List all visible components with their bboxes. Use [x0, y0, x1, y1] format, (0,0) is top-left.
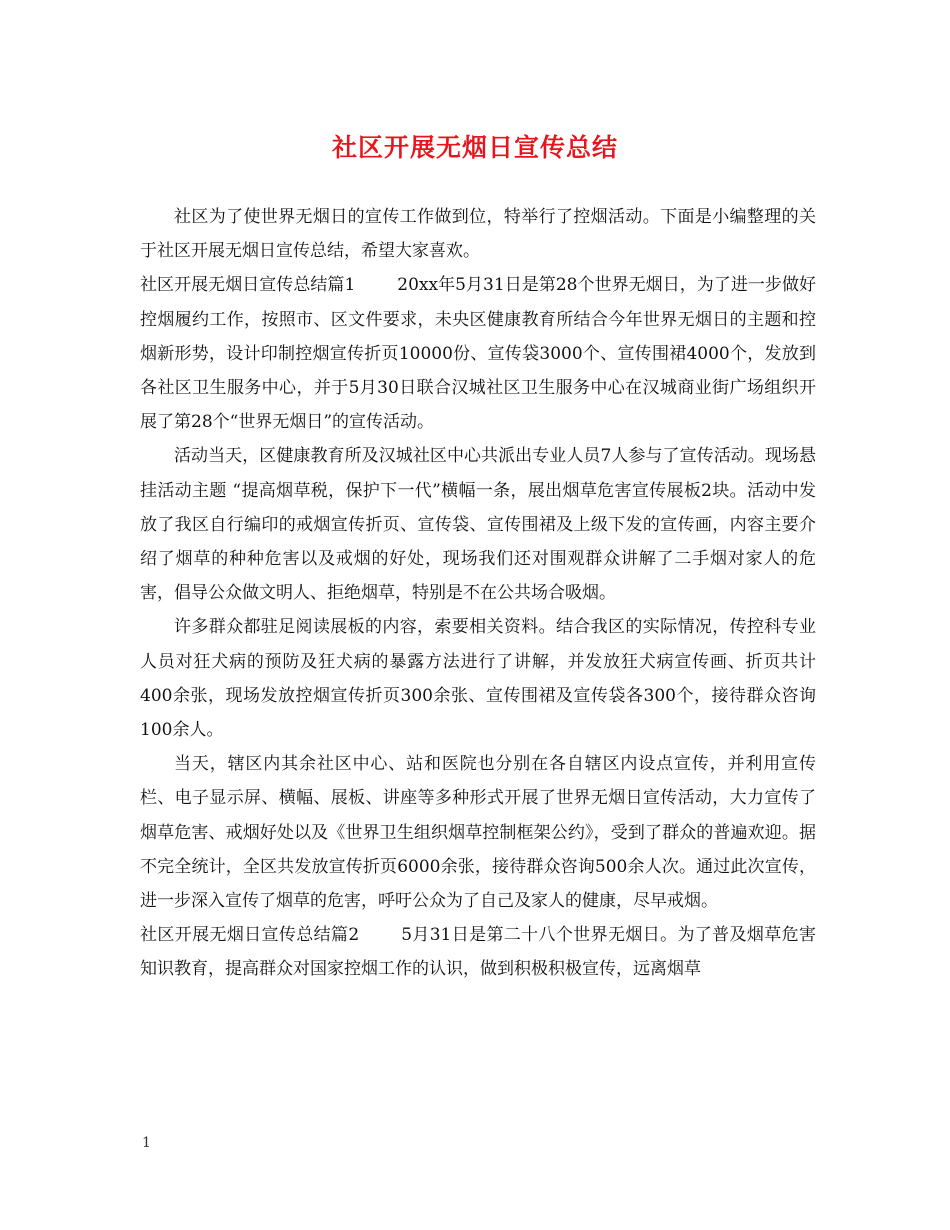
section2-heading: 社区开展无烟日宣传总结篇2 — [140, 925, 360, 946]
document-title: 社区开展无烟日宣传总结 — [331, 133, 618, 162]
page-number: 1 — [142, 1135, 151, 1151]
section2-first-paragraph — [140, 918, 816, 986]
section1-first-paragraph — [140, 268, 816, 439]
section2-lead: 5月31日是第二十八个世界无烟日。为了普及烟草危害知识教育，提高群众对国家控烟工作的认识，做到积极积极宣传，远离烟草 — [140, 925, 816, 980]
section1-heading: 社区开展无烟日宣传总结篇1 — [140, 275, 356, 296]
section1-paragraph-2: 许多群众都驻足阅读展板的内容，索要相关资料。结合我区的实际情况，传控科专业人员对狂犬病的预防及狂犬病的暴露方法进行了讲解，并发放狂犬病宣传画、折页共计400余张，现场发放控烟宣传折页300余张、宣传围裙及宣传袋各300个，接待群众咨询100余人。 — [140, 617, 816, 741]
section1-lead: 20xx年5月31日是第28个世界无烟日，为了进一步做好控烟履约工作，按照市、区文件要求，未央区健康教育所结合今年世界无烟日的主题和控烟新形势，设计印制控烟宣传折页10000份、宣传袋3000个、宣传围裙4000个，发放到各社区卫生服务中心，并于5月30日联合汉城社区卫生服务中心在汉城商业街广场组织开展了第28个“世界无烟日”的宣传活动。 — [140, 275, 816, 433]
intro-paragraph: 社区为了使世界无烟日的宣传工作做到位，特举行了控烟活动。下面是小编整理的关于社区开展无烟日宣传总结，希望大家喜欢。 — [140, 207, 816, 262]
section1-paragraph-3: 当天，辖区内其余社区中心、站和医院也分别在各自辖区内设点宣传，并利用宣传栏、电子显示屏、横幅、展板、讲座等多种形式开展了世界无烟日宣传活动，大力宣传了烟草危害、戒烟好处以及《世界卫生组织烟草控制框架公约》，受到了群众的普遍欢迎。据不完全统计，全区共发放宣传折页6000余张，接待群众咨询500余人次。通过此次宣传，进一步深入宣传了烟草的危害，呼吁公众为了自己及家人的健康，尽早戒烟。 — [140, 754, 816, 912]
document-body — [140, 200, 816, 987]
section1-paragraph-1: 活动当天，区健康教育所及汉城社区中心共派出专业人员7人参与了宣传活动。现场悬挂活动主题 “提高烟草税，保护下一代”横幅一条，展出烟草危害宣传展板2块。活动中发放了我区自行编印的戒烟宣传折页、宣传袋、宣传围裙及上级下发的宣传画，内容主要介绍了烟草的种种危害以及戒烟的好处，现场我们还对围观群众讲解了二手烟对家人的危害，倡导公众做文明人、拒绝烟草，特别是不在公共场合吸烟。 — [140, 446, 816, 604]
